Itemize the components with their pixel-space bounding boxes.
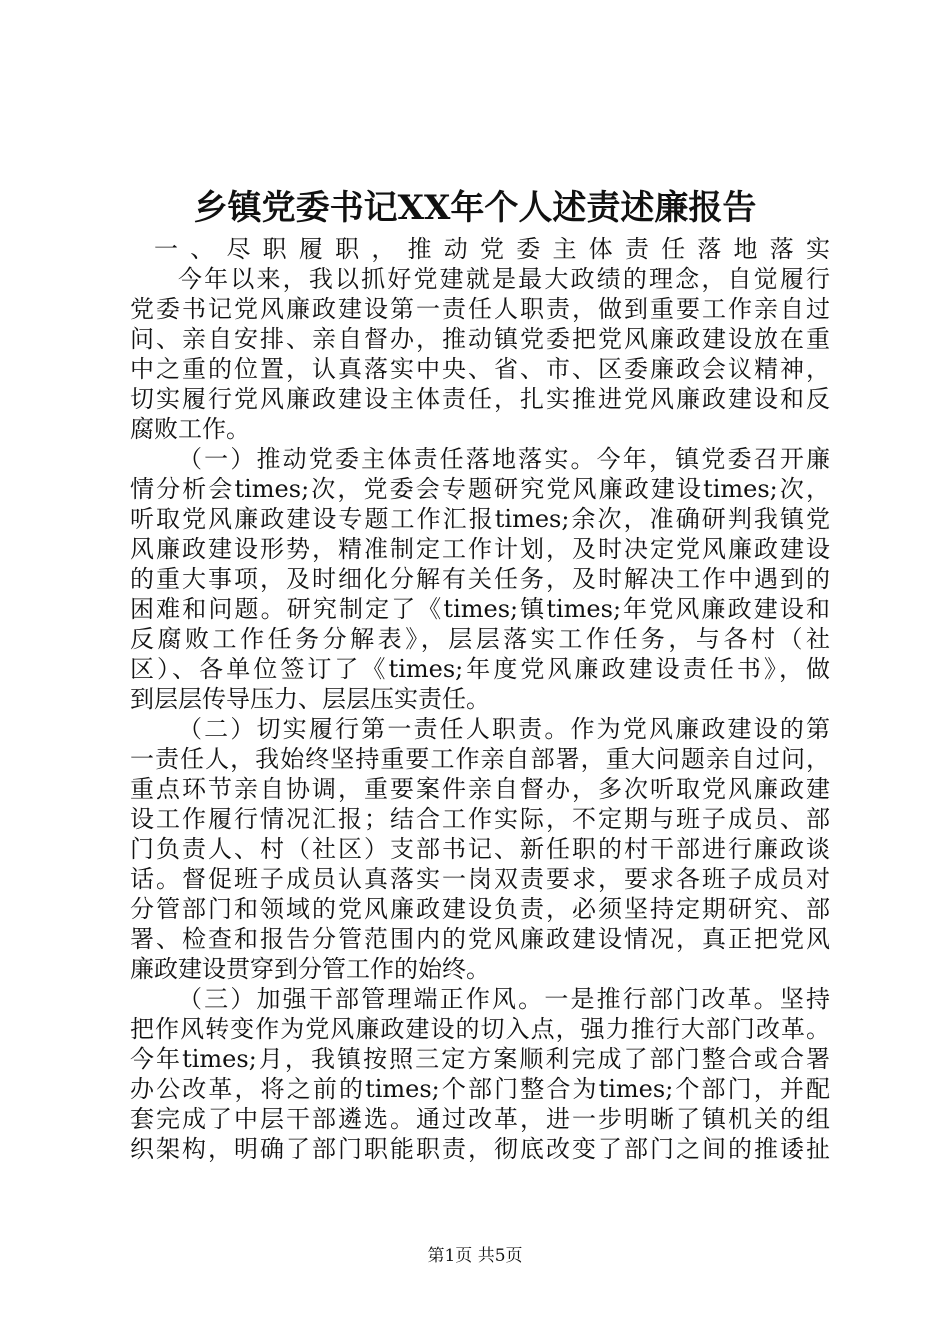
paragraph-line: 署、检查和报告分管范围内的党风廉政建设情况，真正把党风: [130, 925, 830, 953]
paragraph-line: 腐败工作。: [130, 415, 250, 443]
paragraph-line: 廉政建设贯穿到分管工作的始终。: [130, 955, 490, 983]
paragraph-line: 门负责人、村（社区）支部书记、新任职的村干部进行廉政谈: [130, 835, 830, 863]
paragraph-line: （一）推动党委主体责任落地落实。今年，镇党委召开廉: [178, 445, 830, 473]
paragraph-line: 设工作履行情况汇报；结合工作实际，不定期与班子成员、部: [130, 805, 830, 833]
paragraph-line: 困难和问题。研究制定了《times;镇times;年党风廉政建设和: [130, 595, 830, 623]
paragraph-line: 中之重的位置，认真落实中央、省、市、区委廉政会议精神，: [130, 355, 830, 383]
paragraph-line: 套完成了中层干部遴选。通过改革，进一步明晰了镇机关的组: [130, 1105, 830, 1133]
paragraph-line: 织架构，明确了部门职能职责，彻底改变了部门之间的推诿扯: [130, 1135, 830, 1163]
paragraph-line: 话。督促班子成员认真落实一岗双责要求，要求各班子成员对: [130, 865, 830, 893]
page-footer: 第1页 共5页: [427, 1246, 523, 1266]
paragraph-line: 反腐败工作任务分解表》，层层落实工作任务，与各村（社: [130, 625, 830, 653]
paragraph-line: 党委书记党风廉政建设第一责任人职责，做到重要工作亲自过: [130, 295, 830, 323]
paragraph-line: 把作风转变作为党风廉政建设的切入点，强力推行大部门改革。: [130, 1015, 830, 1043]
paragraph-line: 今年times;月，我镇按照三定方案顺利完成了部门整合或合署: [130, 1045, 830, 1073]
page-title: 乡镇党委书记XX年个人述责述廉报告: [193, 188, 757, 228]
paragraph-line: 到层层传导压力、层层压实责任。: [130, 685, 490, 713]
paragraph-line: 听取党风廉政建设专题工作汇报times;余次，准确研判我镇党: [130, 505, 830, 533]
paragraph-line: 的重大事项，及时细化分解有关任务，及时解决工作中遇到的: [130, 565, 830, 593]
paragraph-line: 切实履行党风廉政建设主体责任，扎实推进党风廉政建设和反: [130, 385, 830, 413]
paragraph-line: 一责任人，我始终坚持重要工作亲自部署，重大问题亲自过问，: [130, 745, 830, 773]
document-body: [130, 234, 830, 1164]
paragraph-line: 问、亲自安排、亲自督办，推动镇党委把党风廉政建设放在重: [130, 325, 830, 353]
paragraph-line: （二）切实履行第一责任人职责。作为党风廉政建设的第: [178, 715, 830, 743]
paragraph-line: 重点环节亲自协调，重要案件亲自督办，多次听取党风廉政建: [130, 775, 830, 803]
section-heading: 一、尽职履职，推动党委主体责任落地落实: [154, 235, 830, 263]
paragraph-line: 区）、各单位签订了《times;年度党风廉政建设责任书》，做: [130, 655, 830, 683]
paragraph-line: 今年以来，我以抓好党建就是最大政绩的理念，自觉履行: [178, 265, 830, 293]
paragraph-line: （三）加强干部管理端正作风。一是推行部门改革。坚持: [178, 985, 830, 1013]
paragraph-line: 情分析会times;次，党委会专题研究党风廉政建设times;次，: [130, 475, 830, 503]
paragraph-line: 风廉政建设形势，精准制定工作计划，及时决定党风廉政建设: [130, 535, 830, 563]
paragraph-line: 办公改革，将之前的times;个部门整合为times;个部门，并配: [130, 1075, 830, 1103]
paragraph-line: 分管部门和领域的党风廉政建设负责，必须坚持定期研究、部: [130, 895, 830, 923]
